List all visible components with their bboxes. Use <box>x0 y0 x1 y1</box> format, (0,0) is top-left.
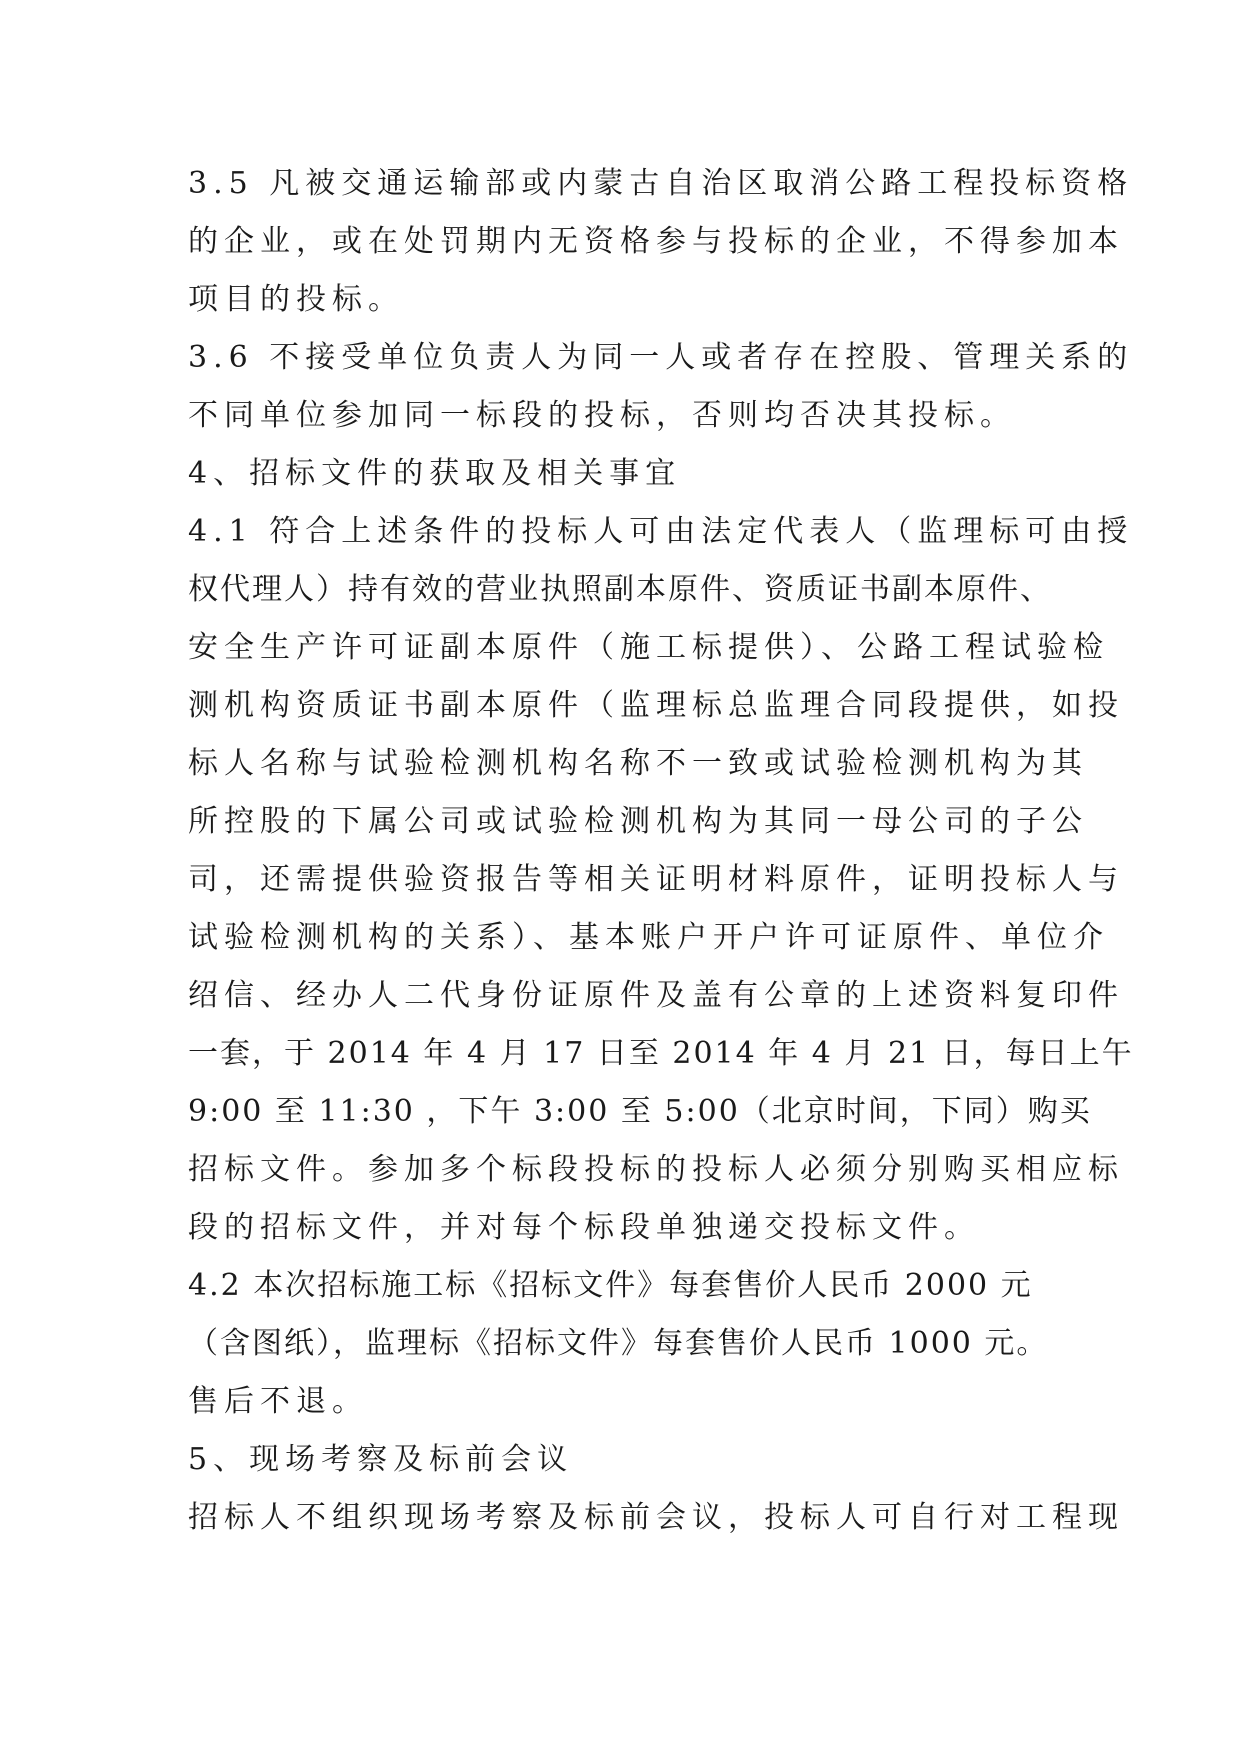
section-heading: 5、现场考察及标前会议 <box>188 1442 574 1477</box>
text-line: 安全生产许可证副本原件（施工标提供）、公路工程试验检 <box>188 630 1109 665</box>
body-text <box>188 155 1134 1547</box>
text-line: 不同单位参加同一标段的投标，否则均否决其投标。 <box>188 398 1016 433</box>
text-line: 9:00 至 11:30 ，下午 3:00 至 5:00（北京时间，下同）购买 <box>188 1094 1092 1129</box>
text-line: 绍信、经办人二代身份证原件及盖有公章的上述资料复印件 <box>188 978 1124 1013</box>
text-line: 测机构资质证书副本原件（监理标总监理合同段提供，如投 <box>188 688 1124 723</box>
text-line: 3.6 不接受单位负责人为同一人或者存在控股、管理关系的 <box>188 340 1134 375</box>
section-heading: 4、招标文件的获取及相关事宜 <box>188 456 682 491</box>
text-line: 售后不退。 <box>188 1384 368 1419</box>
text-line: 招标文件。参加多个标段投标的投标人必须分别购买相应标 <box>188 1152 1124 1187</box>
text-line: 3.5 凡被交通运输部或内蒙古自治区取消公路工程投标资格 <box>188 166 1134 201</box>
text-line: 所控股的下属公司或试验检测机构为其同一母公司的子公 <box>188 804 1088 839</box>
text-line: 段的招标文件，并对每个标段单独递交投标文件。 <box>188 1210 980 1245</box>
text-line: （含图纸），监理标《招标文件》每套售价人民币 1000 元。 <box>188 1326 1049 1361</box>
text-line: 项目的投标。 <box>188 282 404 317</box>
text-line: 标人名称与试验检测机构名称不一致或试验检测机构为其 <box>188 746 1088 781</box>
text-line: 4.1 符合上述条件的投标人可由法定代表人（监理标可由授 <box>188 514 1134 549</box>
text-line: 试验检测机构的关系）、基本账户开户许可证原件、单位介 <box>188 920 1109 955</box>
text-line: 权代理人）持有效的营业执照副本原件、资质证书副本原件、 <box>188 572 1052 607</box>
text-line: 的企业，或在处罚期内无资格参与投标的企业，不得参加本 <box>188 224 1124 259</box>
text-line: 招标人不组织现场考察及标前会议，投标人可自行对工程现 <box>188 1500 1124 1535</box>
text-line: 司，还需提供验资报告等相关证明材料原件，证明投标人与 <box>188 862 1124 897</box>
text-line: 4.2 本次招标施工标《招标文件》每套售价人民币 2000 元 <box>188 1268 1033 1303</box>
text-line: 一套，于 2014 年 4 月 17 日至 2014 年 4 月 21 日，每日上午 <box>188 1036 1134 1071</box>
